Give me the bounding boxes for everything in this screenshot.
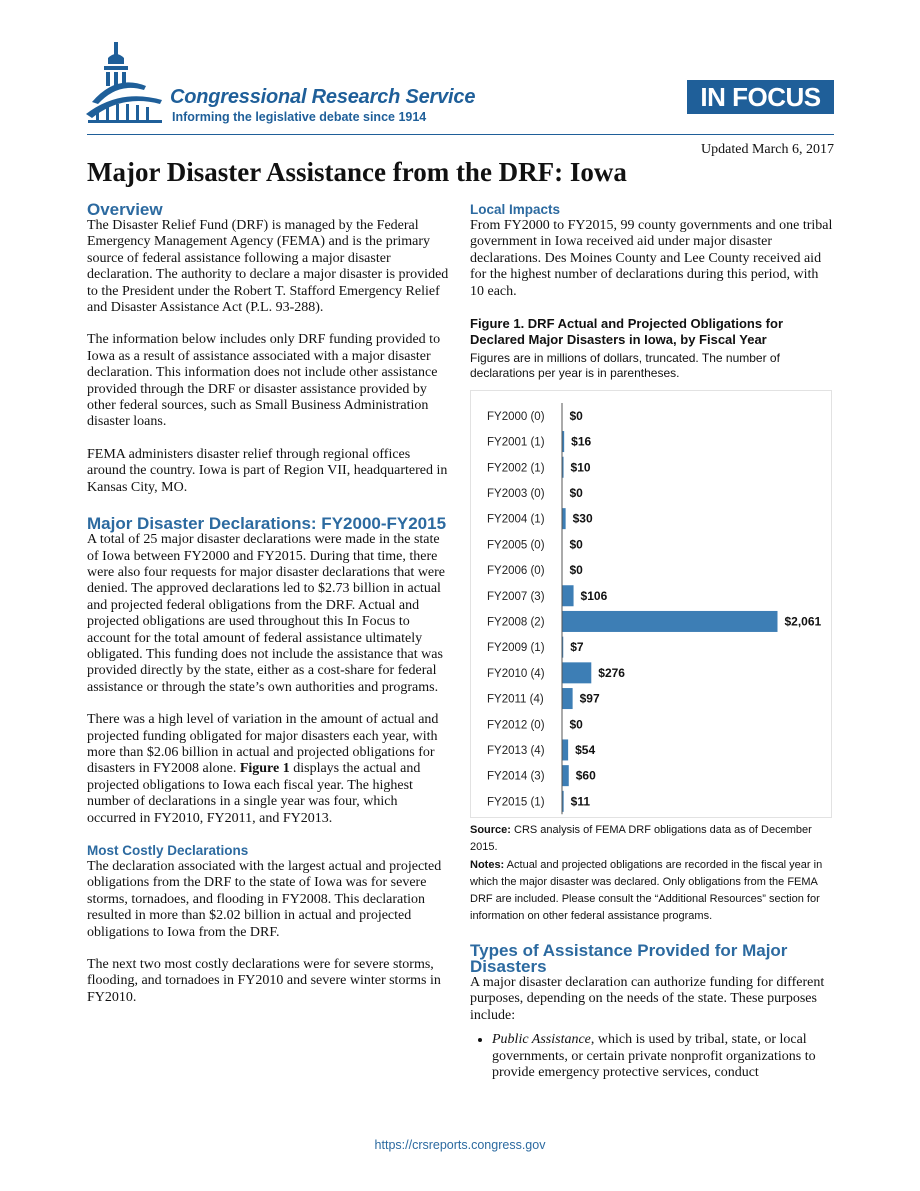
in-focus-badge: IN FOCUS: [687, 80, 834, 114]
overview-paragraph-3: FEMA administers disaster relief through regional offices around the country. Iowa is part of Region VII, headquartered in Kansas City, MO.: [87, 446, 448, 495]
value-label: $54: [575, 742, 596, 757]
figure-subtitle: Figures are in millions of dollars, truncated. The number of declarations per year is in parentheses.: [470, 351, 780, 381]
bar: [563, 791, 564, 812]
source-label: Source:: [470, 824, 511, 837]
category-label: FY2000 (0): [487, 410, 545, 423]
category-label: FY2004 (1): [487, 513, 545, 526]
category-label: FY2014 (3): [487, 770, 545, 783]
value-label: $7: [570, 640, 584, 655]
notes-text: Actual and projected obligations are recorded in the fiscal year in which the major disaster was declared. Only obligations from the FEMA DRF are included. Please consult the “Additional Resources” section for information on other federal assistance programs.: [470, 859, 823, 923]
value-label: $0: [569, 563, 583, 578]
footer-url[interactable]: https://crsreports.congress.gov: [374, 1138, 546, 1152]
figure-notes: [470, 857, 834, 925]
local-impacts-paragraph: From FY2000 to FY2015, 99 county governments and one tribal government in Iowa received aid under major disaster declarations. Des Moines County and Lee County received aid for the highest number of declarations during this period, with 10 each.: [470, 218, 833, 299]
declarations-text-a: There was a high level of variation in the amount of actual and projected funding obligated for major disasters each year, with more than $2.06 billion in actual and projected obligations for disasters in FY2008 alone.: [87, 712, 439, 777]
source-text: CRS analysis of FEMA DRF obligations data as of December 2015.: [470, 824, 812, 854]
bar: [563, 765, 569, 786]
category-label: FY2006 (0): [487, 565, 545, 578]
declarations-heading: Major Disaster Declarations: FY2000-FY2015: [87, 514, 447, 534]
declarations-paragraph-2: [87, 712, 449, 827]
value-label: $276: [598, 665, 625, 680]
declarations-text-b: displays the actual and projected obligations to Iowa each fiscal year. The highest number of declarations in a single year was four, which occurred in FY2010, FY2011, and FY2013.: [87, 761, 421, 826]
declarations-paragraph-1: A total of 25 major disaster declarations were made in the state of Iowa between FY2000 and FY2015. During that time, there were also four requests for major disaster declarations that were denied. The approved declarations led to $2.73 billion in actual and projected federal obligations from the DRF. Actual and projected obligations are used throughout this In Focus to account for the total amount of federal assistance ultimately obligated. This funding does not include the assistance that was provided directly by the state, either as a cost-share for federal assistance or through the state’s own authorities and programs.: [87, 532, 446, 695]
value-label: $16: [571, 434, 592, 449]
category-label: FY2012 (0): [487, 719, 545, 732]
costly-heading: Most Costly Declarations: [87, 843, 249, 858]
overview-heading: Overview: [87, 200, 163, 219]
category-label: FY2005 (0): [487, 539, 545, 552]
org-name: Congressional Research Service: [170, 86, 476, 108]
value-label: $0: [569, 408, 583, 423]
category-label: FY2007 (3): [487, 590, 545, 603]
bar: [563, 431, 565, 452]
value-label: $97: [579, 691, 600, 706]
bar: [563, 662, 592, 683]
value-label: $0: [569, 717, 583, 732]
local-impacts-heading: Local Impacts: [470, 202, 561, 217]
types-paragraph: A major disaster declaration can authorize funding for different purposes, depending on the needs of the state. These purposes include:: [470, 975, 825, 1023]
header-rule: [87, 134, 834, 135]
value-label: $11: [570, 794, 591, 809]
org-tagline: Informing the legislative debate since 1914: [172, 110, 427, 124]
category-label: FY2015 (1): [487, 796, 545, 809]
bullet-text: , which is used by tribal, state, or local governments, or certain private nonprofit organizations to provide emergency protective services, conduct: [492, 1032, 816, 1081]
category-label: FY2001 (1): [487, 436, 545, 449]
right-column: [470, 202, 834, 1081]
bar: [563, 585, 574, 606]
costly-paragraph-1: The declaration associated with the largest actual and projected obligations from the DRF to the state of Iowa was for severe storms, tornadoes, and flooding in FY2008. This declaration resulted in more than $2.02 billion in actual and projected obligations to Iowa from the DRF.: [87, 859, 442, 940]
bullet-term: Public Assistance: [492, 1032, 591, 1048]
category-label: FY2002 (1): [487, 462, 545, 475]
value-label: $2,061: [784, 614, 822, 629]
assistance-list: [470, 1032, 834, 1081]
bar: [563, 637, 564, 658]
figure-reference: Figure 1: [239, 761, 290, 777]
figure-chart: [470, 390, 832, 818]
value-label: $60: [575, 768, 596, 783]
bar: [563, 508, 566, 529]
bar: [563, 739, 569, 760]
category-label: FY2009 (1): [487, 642, 545, 655]
overview-paragraph-2: The information below includes only DRF funding provided to Iowa as a result of assistance associated with a major disaster declaration. This information does not include other assistance provided through the DRF or disaster assistance provided by other federal sources, such as Small Business Administration disaster loans.: [87, 332, 441, 430]
bar: [563, 611, 778, 632]
bar-chart: [471, 391, 831, 817]
value-label: $0: [569, 537, 583, 552]
category-label: FY2003 (0): [487, 487, 545, 500]
category-label: FY2008 (2): [487, 616, 545, 629]
overview-paragraph-1: The Disaster Relief Fund (DRF) is managed by the Federal Emergency Management Agency (FEMA) and is the primary source of federal assistance following a major disaster declaration. The authority to declare a major disaster is provided to the President under the Robert T. Stafford Emergency Relief and Disaster Assistance Act (P.L. 93-288).: [87, 218, 449, 316]
value-label: $0: [569, 485, 583, 500]
types-heading: Types of Assistance Provided for Major Disasters: [470, 941, 788, 977]
figure-source: [470, 822, 834, 856]
page-title: Major Disaster Assistance from the DRF: Iowa: [87, 157, 627, 187]
updated-date: Updated March 6, 2017: [701, 142, 834, 157]
category-label: FY2010 (4): [487, 667, 545, 680]
bar: [563, 688, 573, 709]
figure-title: Figure 1. DRF Actual and Projected Obligations for Declared Major Disasters in Iowa, by Fiscal Year: [470, 316, 783, 348]
costly-paragraph-2: The next two most costly declarations were for severe storms, flooding, and tornadoes in FY2010 and severe winter storms in FY2010.: [87, 957, 441, 1005]
value-label: $106: [580, 588, 608, 603]
category-label: FY2011 (4): [487, 693, 544, 706]
notes-label: Notes:: [470, 859, 505, 872]
list-item: [492, 1032, 834, 1081]
value-label: $10: [570, 460, 591, 475]
value-label: $30: [572, 511, 593, 526]
bar: [563, 457, 564, 478]
left-column: [87, 202, 449, 1006]
category-label: FY2013 (4): [487, 744, 545, 757]
